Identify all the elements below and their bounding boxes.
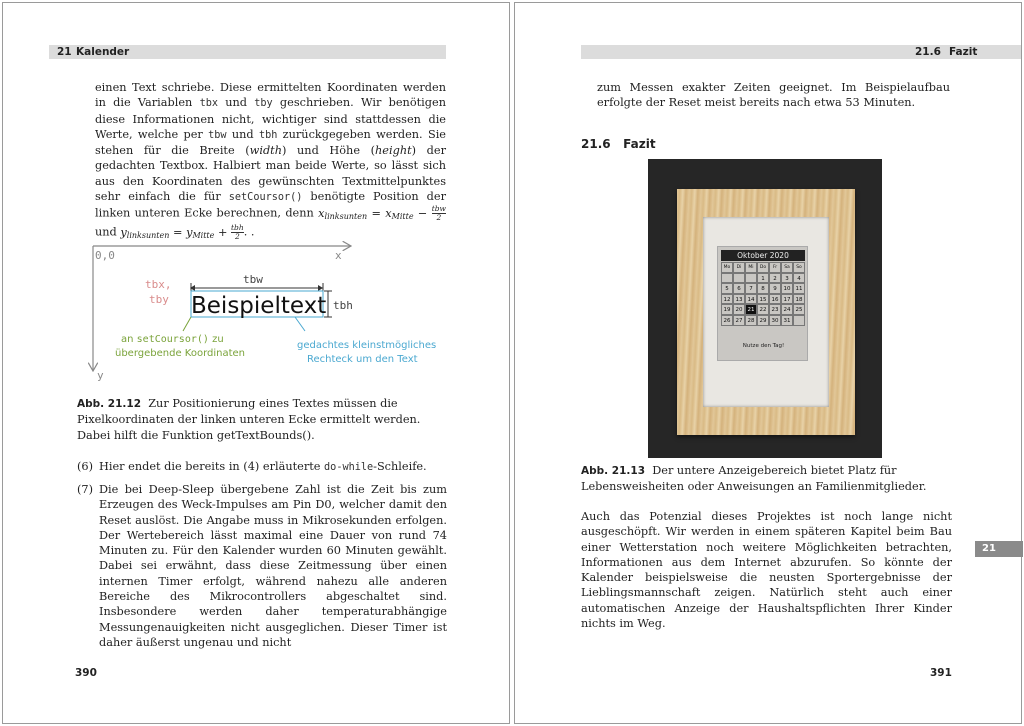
code-do-while: do-while — [324, 462, 374, 473]
calendar-day: 22 — [757, 304, 769, 315]
calendar-day: 5 — [721, 283, 733, 294]
figure-caption-21-12: Abb. 21.12 Zur Positionierung eines Textes müssen die Pixelkoordinaten der linken unteren Ecke ermittelt werden. Dabei hilft die Funktion getTextBounds(). — [77, 397, 421, 442]
calendar-day: 18 — [793, 294, 805, 305]
code-setcoursor: setCoursor() — [228, 192, 303, 204]
calendar-day — [745, 273, 757, 284]
calendar-day: 15 — [757, 294, 769, 305]
formula-x: $x_{linksunten} = x_{Mitte}$ − $\frac{\text{tbw}}{2}$ — [318, 204, 446, 223]
code-tbx: tbx — [199, 98, 218, 110]
code-tbw: tbw — [208, 129, 227, 141]
left-running-header — [49, 45, 446, 59]
x-axis-label: x — [335, 249, 342, 262]
calendar-day: 23 — [769, 304, 781, 315]
calendar-day: 26 — [721, 315, 733, 326]
calendar-day: 2 — [769, 273, 781, 284]
tbh-label: tbh — [333, 299, 353, 312]
calendar-day: 24 — [781, 304, 793, 315]
left-page — [2, 2, 510, 724]
paragraph-reset-time: zum Messen exakter Zeiten geeignet. Im Beispielaufbau erfolgte der Reset meist bereits nach etwa 53 Minuten. — [597, 81, 950, 110]
calendar-day: 16 — [769, 294, 781, 305]
calendar-day: 4 — [793, 273, 805, 284]
tbx-label: tbx, — [145, 278, 172, 291]
weekday-label: Di — [733, 262, 745, 273]
blue-caption-line2: Rechteck um den Text — [307, 354, 418, 365]
calendar-day: 21 — [745, 304, 757, 315]
calendar-day: 8 — [757, 283, 769, 294]
wood-frame — [677, 189, 855, 435]
green-caption-line2: übergebende Koordinaten — [115, 348, 246, 359]
blue-caption-line1: gedachtes kleinstmögliches — [297, 340, 437, 351]
figure-caption-21-13: Abb. 21.13 Der untere Anzeigebereich bietet Platz für Lebensweisheiten oder Anweisungen an Familienmitglieder. — [581, 464, 927, 494]
calendar-month: Oktober 2020 — [721, 250, 805, 261]
text-bounds-diagram — [83, 231, 437, 382]
calendar-day: 10 — [781, 283, 793, 294]
chapter-thumb-tab: 21 — [975, 541, 1023, 557]
green-caption-line1: an setCoursor() zu — [121, 334, 224, 345]
right-running-header — [581, 45, 1021, 59]
calendar-day: 25 — [793, 304, 805, 315]
code-tby: tby — [254, 98, 273, 110]
calendar-day: 20 — [733, 304, 745, 315]
epaper-display — [717, 246, 808, 361]
calendar-day: 29 — [757, 315, 769, 326]
page-number-left: 390 — [75, 667, 97, 679]
paragraph-potential: Auch das Potenzial dieses Projektes ist noch lange nicht ausgeschöpft. Wir werden in einem späteren Kapitel beim Bau einer Wetterstation noch weitere Möglichkeiten betrachten, Informationen aus dem Internet abzurufen. So könnte der Kalender beispielsweise die neusten Sportergebnisse der Lieblingsmannschaft zeigen. Natürlich steht auch einer automatischen Anzeige der Haushaltspflichten Ihrer Kinder nichts im Weg. — [581, 510, 952, 631]
tbw-label: tbw — [243, 273, 263, 286]
list-item-7: (7) Die bei Deep-Sleep übergebene Zahl ist die Zeit bis zum Erzeugen des Weck-Impulses am Pin D0, welcher damit den Reset auslöst. Die Angabe muss in Mikrosekunden erfolgen. Der Wertebereich lässt maximal eine Dauer von rund 74 Minuten zu. Für den Kalender wurden 60 Minuten gewählt. Dabei sei erwähnt, dass diese Zeitmessung über einen internen Timer erfolgt, während nahezu alle anderen Bereiche des Mikrocontrollers abgeschaltet sind. Insbesondere werden daher temperaturabhängige Messungenauigkeiten nicht ausgeglichen. Dieser Timer ist daher äußerst ungenau und nicht — [77, 483, 447, 649]
calendar-day: 12 — [721, 294, 733, 305]
calendar-motto: Nutze den Tag! — [742, 343, 785, 349]
calendar-day: 31 — [781, 315, 793, 326]
sample-text: Beispieltext — [191, 293, 327, 319]
weekday-label: Fr — [769, 262, 781, 273]
calendar-day: 11 — [793, 283, 805, 294]
section-heading: 21.6 Fazit — [581, 137, 656, 151]
calendar-day: 19 — [721, 304, 733, 315]
weekday-label: Sa — [781, 262, 793, 273]
formula-y: $y_{linksunten} = y_{Mitte}$ + $\frac{\text{tbh}}{2}$ — [120, 223, 244, 242]
right-page — [514, 2, 1022, 724]
calendar-day: 13 — [733, 294, 745, 305]
calendar-day — [733, 273, 745, 284]
calendar-day: 1 — [757, 273, 769, 284]
page-number-right: 391 — [930, 667, 952, 679]
chapter-title: Kalender — [76, 46, 130, 58]
section-number-header: 21.6 — [915, 46, 941, 58]
calendar-day — [721, 273, 733, 284]
calendar-day: 14 — [745, 294, 757, 305]
code-tbh: tbh — [258, 129, 278, 141]
weekday-label: So — [793, 262, 805, 273]
weekday-label: Do — [757, 262, 769, 273]
calendar-day: 28 — [745, 315, 757, 326]
chapter-number: 21 — [57, 46, 72, 58]
calendar-day: 30 — [769, 315, 781, 326]
y-axis-label: y — [97, 369, 104, 382]
calendar-day: 6 — [733, 283, 745, 294]
calendar-day: 7 — [745, 283, 757, 294]
calendar-day — [793, 315, 805, 326]
weekday-label: Mi — [745, 262, 757, 273]
calendar-day: 17 — [781, 294, 793, 305]
calendar-day: 3 — [781, 273, 793, 284]
paragraph-text-bounds: einen Text schriebe. Diese ermittelten Koordinaten werden in die Variablen tbx und tby geschrieben. Wir benötigen diese Informationen nicht, wichtiger sind stattdessen die Werte, welche per tbw und tbh zurückgegeben werden. Sie stehen für die Breite (width) und Höhe (height) der gedachten Textbox. Halbiert man beide Werte, so lässt sich aus den Koordinaten des gewünschten Textmittelpunktes sehr einfach die für setCoursor() benötigte Position der linken unteren Ecke berechnen, denn $x_{linksunten} = x_{Mitte}$ − $\frac{\text{tbw}}{2}$ und $y_{linksunten} = y_{Mitte}$ + $\frac{\text{tbh}}{2}$ . . — [95, 81, 446, 242]
calendar-day: 9 — [769, 283, 781, 294]
list-item-6: (6) Hier endet die bereits in (4) erläuterte do-while-Schleife. — [77, 460, 427, 473]
calendar-day: 27 — [733, 315, 745, 326]
section-title-header: Fazit — [949, 46, 978, 58]
origin-label: 0,0 — [95, 249, 115, 262]
calendar-photo — [648, 159, 882, 458]
tby-label: tby — [149, 293, 169, 306]
weekday-label: Mo — [721, 262, 733, 273]
